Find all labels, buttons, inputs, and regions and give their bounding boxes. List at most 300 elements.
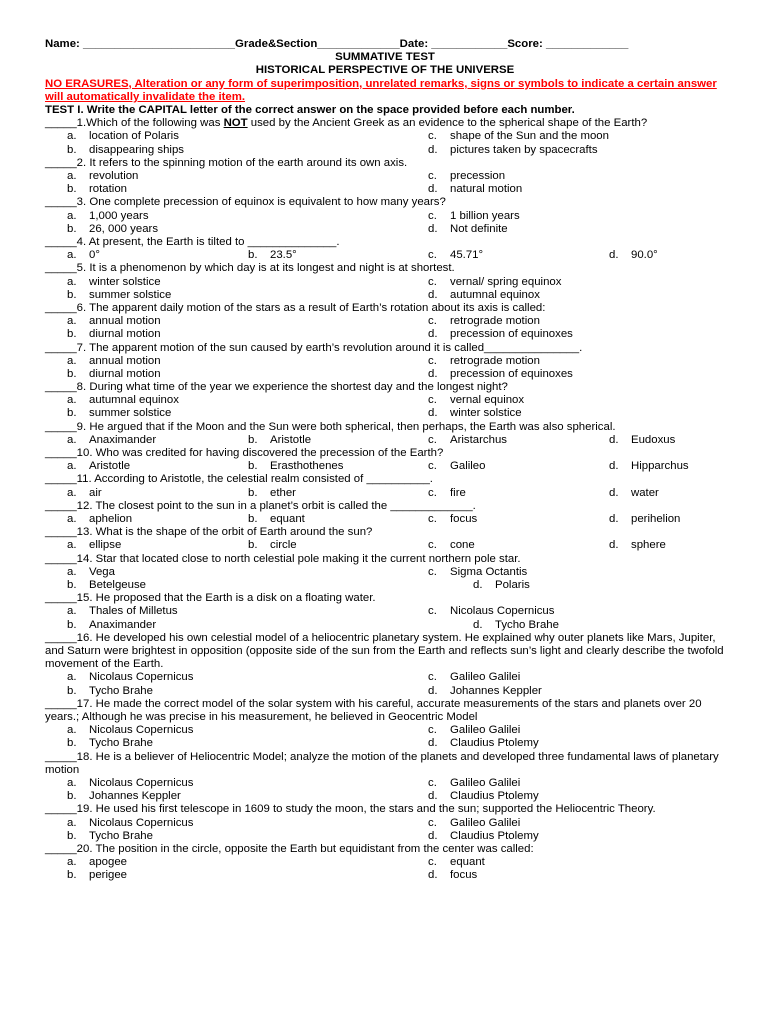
- choice-letter: c.: [428, 724, 437, 737]
- choice-b: [67, 183, 127, 196]
- choice-text: annual motion: [89, 315, 161, 328]
- choice-letter: a.: [67, 605, 77, 618]
- choice-text: fire: [450, 486, 466, 499]
- choice-d: [428, 685, 542, 698]
- choice-text: Thales of Milletus: [89, 605, 178, 618]
- choice-letter: a.: [67, 460, 77, 473]
- choice-d: [473, 619, 559, 632]
- question-text: _____17. He made the correct model of the solar system with his careful, accurate measurements of the stars and planets over 20 years.; Although he was precise in his measurement, he believed in Geocentric Model: [45, 697, 702, 723]
- choice-row: [45, 355, 725, 368]
- choice-d: [428, 790, 539, 803]
- choice-a: [67, 130, 179, 143]
- choice-a: [67, 539, 121, 552]
- choice-text: precession of equinoxes: [450, 328, 573, 341]
- choice-letter: a.: [67, 170, 77, 182]
- choice-text: Claudius Ptolemy: [450, 790, 539, 803]
- choice-letter: d.: [473, 618, 483, 631]
- choice-row: [45, 777, 725, 790]
- choice-letter: c.: [428, 460, 437, 473]
- choice-text: Hipparchus: [631, 460, 689, 473]
- choice-text: Nicolaus Copernicus: [89, 671, 194, 684]
- question-text: _____5. It is a phenomenon by which day is at its longest and night is at shortest.: [45, 262, 455, 275]
- question-text: _____9. He argued that if the Moon and the Sun were both spherical, then perhaps, the Earth was also spherical.: [45, 420, 616, 433]
- choice-text: Polaris: [495, 579, 530, 591]
- choice-row: [45, 671, 725, 684]
- choice-text: Aristotle: [270, 433, 312, 446]
- choice-c: [428, 434, 507, 447]
- choice-letter: b.: [67, 737, 77, 750]
- question-text: _____7. The apparent motion of the sun caused by earth’s revolution around it is called_______________.: [45, 341, 583, 354]
- choice-text: perihelion: [631, 513, 681, 526]
- question-16: [45, 632, 725, 672]
- question-text: _____1.Which of the following was: [45, 117, 224, 130]
- choice-a: [67, 170, 138, 183]
- choice-row: [45, 223, 725, 236]
- choice-a: [67, 434, 156, 447]
- question-text: _____19. He used his first telescope in 1609 to study the moon, the stars and the sun; supported the Heliocentric Theory.: [45, 803, 656, 816]
- choice-row: [45, 328, 725, 341]
- choice-letter: b.: [67, 618, 77, 631]
- choice-text: Anaximander: [89, 618, 157, 631]
- choice-b: [67, 869, 127, 882]
- question-text: _____15. He proposed that the Earth is a disk on a floating water.: [45, 592, 376, 605]
- choice-letter: b.: [67, 869, 77, 882]
- choice-text: Galileo Galilei: [450, 724, 521, 737]
- choice-d: [428, 183, 522, 196]
- choice-text: diurnal motion: [89, 328, 161, 341]
- choice-c: [428, 210, 520, 223]
- choice-letter: a.: [67, 209, 77, 222]
- choice-b: [67, 579, 146, 592]
- question-text: used by the Ancient Greek as an evidence to the spherical shape of the Earth?: [247, 117, 648, 130]
- choice-row: [45, 144, 725, 157]
- choice-c: [428, 315, 540, 328]
- choice-a: [67, 724, 193, 737]
- choice-d: [609, 460, 689, 473]
- choice-c: [428, 856, 485, 869]
- choice-d: [609, 487, 659, 500]
- question-text: _____10. Who was credited for having discovered the precession of the Earth?: [45, 447, 444, 460]
- question-text: _____14. Star that located close to north celestial pole making it the current northern pole star.: [45, 552, 521, 565]
- choice-letter: a.: [67, 354, 77, 367]
- choice-b: [67, 619, 156, 632]
- choice-c: [428, 355, 540, 368]
- choice-letter: c.: [428, 275, 437, 288]
- choice-c: [428, 249, 483, 262]
- student-info-line: Name: ________________________Grade&Section_____________Date: ____________Score: _____________: [45, 38, 629, 50]
- choice-text: Tycho Brahe: [89, 684, 153, 697]
- choice-text: Johannes Keppler: [450, 684, 542, 697]
- question-text: _____13. What is the shape of the orbit of Earth around the sun?: [45, 526, 373, 539]
- choice-text: 23.5°: [270, 249, 297, 262]
- choice-row: [45, 619, 725, 632]
- choice-letter: b.: [67, 222, 77, 235]
- choice-b: [67, 144, 184, 157]
- choice-b: [248, 487, 296, 500]
- choice-row: [45, 817, 725, 830]
- choice-letter: a.: [67, 249, 77, 262]
- choice-text: Tycho Brahe: [89, 737, 153, 750]
- question-15: [45, 592, 725, 605]
- choice-c: [428, 539, 475, 552]
- choice-text: vernal/ spring equinox: [450, 275, 562, 288]
- choice-letter: d.: [609, 539, 619, 552]
- choice-c: [428, 671, 520, 684]
- choice-c: [428, 566, 527, 579]
- choice-row: [45, 407, 725, 420]
- choice-a: [67, 856, 127, 869]
- choice-b: [67, 289, 171, 302]
- choice-text: focus: [450, 513, 478, 526]
- choice-d: [428, 223, 508, 236]
- test-document: [45, 38, 725, 882]
- choice-text: diurnal motion: [89, 367, 161, 380]
- choice-text: location of Polaris: [89, 130, 179, 143]
- choice-letter: b.: [67, 288, 77, 301]
- question-8: [45, 381, 725, 394]
- choice-text: Aristarchus: [450, 433, 507, 446]
- choice-d: [428, 328, 573, 341]
- choice-letter: b.: [248, 433, 258, 446]
- choice-a: [67, 355, 161, 368]
- choice-d: [609, 434, 675, 447]
- choice-a: [67, 487, 102, 500]
- choice-row: [45, 830, 725, 843]
- choice-d: [428, 737, 539, 750]
- question-10: [45, 447, 725, 460]
- question-text: _____2. It refers to the spinning motion of the earth around its own axis.: [45, 156, 408, 169]
- choice-a: [67, 671, 193, 684]
- choice-a: [67, 817, 193, 830]
- choice-b: [67, 368, 161, 381]
- choice-text: summer solstice: [89, 288, 172, 301]
- choice-row: [45, 605, 725, 618]
- choice-c: [428, 460, 485, 473]
- choice-row: [45, 130, 725, 143]
- choice-letter: b.: [67, 328, 77, 341]
- choice-text: focus: [450, 869, 478, 882]
- choice-letter: b.: [67, 684, 77, 697]
- choice-text: circle: [270, 539, 297, 552]
- choice-text: Nicolaus Copernicus: [89, 724, 194, 737]
- choice-c: [428, 724, 520, 737]
- choice-a: [67, 566, 115, 579]
- choice-text: autumnal equinox: [450, 288, 540, 301]
- question-text: _____12. The closest point to the sun in a planet’s orbit is called the _____________.: [45, 499, 476, 512]
- choice-text: Galileo: [450, 460, 486, 473]
- choice-c: [428, 394, 524, 407]
- choice-row: [45, 724, 725, 737]
- choice-letter: d.: [428, 222, 438, 235]
- choice-text: 1 billion years: [450, 209, 520, 222]
- choice-letter: b.: [248, 513, 258, 526]
- choice-text: Tycho Brahe: [89, 829, 153, 842]
- choice-a: [67, 249, 100, 262]
- choice-text: Aristotle: [89, 460, 131, 473]
- choice-letter: a.: [67, 513, 77, 526]
- question-5: [45, 262, 725, 275]
- choice-letter: a.: [67, 315, 77, 328]
- choice-d: [428, 144, 598, 157]
- choice-b: [248, 434, 311, 447]
- choice-letter: a.: [67, 433, 77, 446]
- question-text: _____16. He developed his own celestial model of a heliocentric planetary system. He explained why outer planets like Mars, Jupiter, and Saturn were brightest in opposition (opposite side of the sun from the Earth and reflects sun’s light and clearly describe the twofold movement of the Earth.: [45, 631, 724, 671]
- question-11: [45, 473, 725, 486]
- choice-text: ether: [270, 486, 296, 499]
- choice-text: Johannes Keppler: [89, 790, 181, 803]
- choice-row: [45, 183, 725, 196]
- question-18: [45, 751, 725, 777]
- choice-a: [67, 513, 132, 526]
- choice-letter: c.: [428, 605, 437, 618]
- choice-row: [45, 790, 725, 803]
- choice-letter: d.: [609, 433, 619, 446]
- choice-text: revolution: [89, 170, 139, 182]
- choice-text: ellipse: [89, 539, 122, 552]
- choice-letter: a.: [67, 486, 77, 499]
- choice-letter: a.: [67, 130, 77, 143]
- choice-letter: a.: [67, 671, 77, 684]
- choice-b: [67, 737, 153, 750]
- choice-row: [45, 315, 725, 328]
- choice-letter: c.: [428, 513, 437, 526]
- choice-letter: d.: [428, 407, 438, 420]
- choice-letter: c.: [428, 170, 437, 182]
- choice-d: [473, 579, 530, 592]
- choice-b: [67, 685, 153, 698]
- choice-text: Anaximander: [89, 433, 157, 446]
- choice-row: [45, 210, 725, 223]
- choice-b: [67, 790, 181, 803]
- choice-text: Galileo Galilei: [450, 776, 521, 789]
- choice-letter: c.: [428, 856, 437, 869]
- choice-letter: b.: [67, 407, 77, 420]
- choice-letter: c.: [428, 249, 437, 262]
- choice-text: summer solstice: [89, 407, 172, 420]
- choice-letter: c.: [428, 539, 437, 552]
- emphasis-text: NOT: [223, 117, 248, 130]
- question-1: [45, 117, 725, 130]
- question-13: [45, 526, 725, 539]
- choice-letter: d.: [609, 486, 619, 499]
- choice-text: equant: [450, 856, 485, 869]
- choice-row: [45, 539, 725, 552]
- choice-row: [45, 170, 725, 183]
- choice-c: [428, 777, 520, 790]
- choice-letter: a.: [67, 776, 77, 789]
- choice-d: [428, 869, 477, 882]
- choice-a: [67, 394, 179, 407]
- question-text: _____11. According to Aristotle, the celestial realm consisted of __________.: [45, 473, 433, 486]
- choice-text: Vega: [89, 565, 115, 578]
- choice-letter: b.: [248, 249, 258, 262]
- choice-text: winter solstice: [450, 407, 522, 420]
- choice-row: [45, 579, 725, 592]
- choice-a: [67, 605, 178, 618]
- choice-letter: c.: [428, 315, 437, 328]
- choice-letter: d.: [428, 183, 438, 196]
- choice-b: [248, 539, 297, 552]
- choice-c: [428, 276, 561, 289]
- choice-b: [67, 223, 158, 236]
- choice-b: [248, 460, 343, 473]
- question-14: [45, 553, 725, 566]
- choice-text: vernal equinox: [450, 394, 525, 407]
- question-17: [45, 698, 725, 724]
- choice-letter: b.: [248, 460, 258, 473]
- choice-letter: c.: [428, 354, 437, 367]
- question-20: [45, 843, 725, 856]
- choice-letter: c.: [428, 433, 437, 446]
- question-text: _____3. One complete precession of equinox is equivalent to how many years?: [45, 196, 446, 209]
- choice-text: Claudius Ptolemy: [450, 829, 539, 842]
- choice-letter: a.: [67, 394, 77, 407]
- choice-row: [45, 869, 725, 882]
- choice-a: [67, 276, 161, 289]
- choice-text: water: [631, 486, 659, 499]
- question-text: _____18. He is a believer of Heliocentric Model; analyze the motion of the planets and developed three fundamental laws of planetary motion: [45, 750, 719, 776]
- choice-text: 26, 000 years: [89, 222, 159, 235]
- choice-d: [428, 407, 522, 420]
- choice-letter: d.: [428, 869, 438, 882]
- choice-b: [248, 513, 305, 526]
- question-12: [45, 500, 725, 513]
- choice-text: 1,000 years: [89, 209, 149, 222]
- choice-letter: c.: [428, 209, 437, 222]
- choice-row: [45, 513, 725, 526]
- choice-letter: d.: [428, 684, 438, 697]
- choice-d: [428, 830, 539, 843]
- choice-d: [428, 368, 573, 381]
- choice-text: autumnal equinox: [89, 394, 179, 407]
- choice-a: [67, 210, 149, 223]
- choice-text: equant: [270, 513, 305, 526]
- choice-text: aphelion: [89, 513, 133, 526]
- choice-a: [67, 460, 130, 473]
- choice-text: Galileo Galilei: [450, 816, 521, 829]
- choice-text: 0°: [89, 249, 100, 262]
- choice-row: [45, 434, 725, 447]
- test-title: SUMMATIVE TEST: [335, 51, 435, 64]
- choice-text: retrograde motion: [450, 315, 540, 328]
- question-2: [45, 157, 725, 170]
- choice-text: Claudius Ptolemy: [450, 737, 539, 750]
- choice-text: disappearing ships: [89, 143, 184, 156]
- choice-letter: d.: [428, 790, 438, 803]
- choice-letter: c.: [428, 816, 437, 829]
- choice-row: [45, 289, 725, 302]
- choice-text: precession of equinoxes: [450, 367, 573, 380]
- choice-letter: d.: [609, 513, 619, 526]
- choice-text: precession: [450, 170, 506, 182]
- choice-text: winter solstice: [89, 275, 161, 288]
- choice-letter: b.: [248, 486, 258, 499]
- choice-text: 90.0°: [631, 249, 658, 262]
- choice-letter: d.: [428, 143, 438, 156]
- choice-text: perigee: [89, 869, 127, 882]
- choice-text: Betelgeuse: [89, 579, 146, 591]
- choice-letter: a.: [67, 816, 77, 829]
- choice-letter: d.: [609, 249, 619, 262]
- question-19: [45, 803, 725, 816]
- choice-c: [428, 170, 505, 183]
- question-text: _____20. The position in the circle, opposite the Earth but equidistant from the center was called:: [45, 842, 534, 855]
- choice-letter: b.: [67, 790, 77, 803]
- choice-row: [45, 249, 725, 262]
- choice-letter: c.: [428, 486, 437, 499]
- choice-c: [428, 605, 554, 618]
- choice-letter: b.: [67, 183, 77, 196]
- choice-row: [45, 737, 725, 750]
- question-9: [45, 421, 725, 434]
- choice-letter: c.: [428, 130, 437, 143]
- choice-text: annual motion: [89, 354, 161, 367]
- choice-c: [428, 817, 520, 830]
- choice-b: [248, 249, 297, 262]
- choice-letter: d.: [428, 288, 438, 301]
- choice-letter: c.: [428, 565, 437, 578]
- choice-d: [609, 513, 680, 526]
- question-text: _____8. During what time of the year we experience the shortest day and the longest night?: [45, 381, 508, 394]
- choice-text: Sigma Octantis: [450, 565, 528, 578]
- choice-c: [428, 513, 477, 526]
- choice-c: [428, 487, 466, 500]
- choice-text: apogee: [89, 856, 128, 869]
- choice-text: pictures taken by spacecrafts: [450, 143, 598, 156]
- choice-letter: b.: [67, 143, 77, 156]
- choice-text: shape of the Sun and the moon: [450, 130, 609, 143]
- question-6: [45, 302, 725, 315]
- choice-text: rotation: [89, 183, 127, 196]
- choice-letter: c.: [428, 671, 437, 684]
- choice-letter: b.: [248, 539, 258, 552]
- choice-text: 45.71°: [450, 249, 484, 262]
- choice-row: [45, 566, 725, 579]
- choice-letter: c.: [428, 776, 437, 789]
- choice-text: Eudoxus: [631, 433, 676, 446]
- erasure-warning: NO ERASURES, Alteration or any form of superimposition, unrelated remarks, signs or symbols to indicate a certain answer will automatically invalidate the item.: [45, 77, 717, 103]
- choice-text: air: [89, 486, 102, 499]
- question-text: _____4. At present, the Earth is tilted to ______________.: [45, 235, 340, 248]
- choice-a: [67, 315, 161, 328]
- test-subtitle: HISTORICAL PERSPECTIVE OF THE UNIVERSE: [255, 64, 515, 77]
- choice-text: Tycho Brahe: [495, 618, 559, 631]
- choice-letter: b.: [67, 367, 77, 380]
- test-instruction: TEST I. Write the CAPITAL letter of the correct answer on the space provided before each number.: [45, 104, 575, 117]
- choice-d: [428, 289, 540, 302]
- choice-b: [67, 407, 171, 420]
- choice-text: Nicolaus Copernicus: [450, 605, 555, 618]
- choice-text: Galileo Galilei: [450, 671, 521, 684]
- choice-letter: c.: [428, 394, 437, 407]
- choice-text: Erasthothenes: [270, 460, 344, 473]
- choice-letter: a.: [67, 275, 77, 288]
- choice-d: [609, 539, 666, 552]
- choice-a: [67, 777, 193, 790]
- choice-letter: d.: [609, 460, 619, 473]
- choice-text: Not definite: [450, 222, 508, 235]
- choice-letter: d.: [428, 829, 438, 842]
- choice-letter: d.: [428, 367, 438, 380]
- choice-row: [45, 487, 725, 500]
- choice-b: [67, 328, 161, 341]
- choice-row: [45, 368, 725, 381]
- choice-letter: a.: [67, 856, 77, 869]
- question-3: [45, 196, 725, 209]
- choice-row: [45, 394, 725, 407]
- choice-letter: d.: [428, 737, 438, 750]
- question-text: _____6. The apparent daily motion of the stars as a result of Earth’s rotation about its axis is called:: [45, 301, 546, 314]
